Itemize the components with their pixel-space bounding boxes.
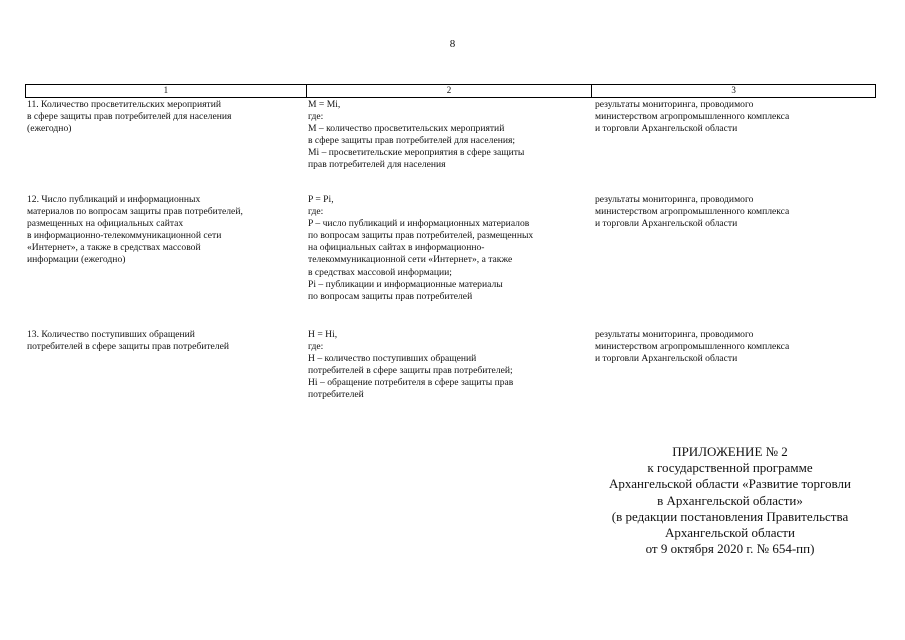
text-line: министерством агропромышленного комплекса <box>595 206 790 218</box>
indicator-name-cell <box>25 99 306 172</box>
text-line: P – число публикаций и информационных материалов <box>308 218 530 230</box>
text-line: результаты мониторинга, проводимого <box>595 194 754 205</box>
text-line: по вопросам защиты прав потребителей, размещенных <box>308 230 534 242</box>
text-line: «Интернет», а также в средствах массовой <box>27 242 201 254</box>
text-line: в сфере защиты прав потребителей для населения; <box>308 135 516 147</box>
indicator-name-cell <box>25 329 306 402</box>
column-header-3: 3 <box>591 85 876 97</box>
text-line: потребителей в сфере защиты прав потребителей <box>27 341 229 353</box>
appendix-heading <box>580 444 880 557</box>
source-cell <box>592 329 876 402</box>
text-line: где: <box>308 341 324 353</box>
appendix-line: в Архангельской области» <box>657 492 803 508</box>
formula-cell <box>306 329 592 402</box>
text-line: где: <box>308 206 324 218</box>
column-header-1: 1 <box>25 85 306 97</box>
text-line: Hi – обращение потребителя в сфере защиты прав <box>308 377 514 389</box>
text-line: в информационно-телекоммуникационной сети <box>27 230 222 242</box>
text-line: материалов по вопросам защиты прав потребителей, <box>27 206 243 218</box>
appendix-line: (в редакции постановления Правительства <box>611 508 849 524</box>
text-line: М – количество просветительских мероприятий <box>308 123 505 135</box>
text-line: Мi – просветительские мероприятия в сфере защиты <box>308 147 525 159</box>
text-line: потребителей <box>308 389 364 401</box>
table-row <box>25 99 876 172</box>
indicator-table <box>25 84 876 401</box>
formula-cell <box>306 99 592 172</box>
table-row <box>25 329 876 402</box>
appendix-line: Архангельской области <box>665 525 795 541</box>
text-line: H = Hi, <box>308 329 338 340</box>
text-line: и торговли Архангельской области <box>595 123 738 135</box>
text-line: результаты мониторинга, проводимого <box>595 329 754 340</box>
appendix-title: ПРИЛОЖЕНИЕ № 2 <box>672 444 788 459</box>
text-line: (ежегодно) <box>27 123 72 135</box>
text-line: в средствах массовой информации; <box>308 266 452 278</box>
text-line: Pi – публикации и информационные материалы <box>308 278 503 290</box>
text-line: 13. Количество поступивших обращений <box>27 329 195 340</box>
table-row <box>25 194 876 303</box>
text-line: по вопросам защиты прав потребителей <box>308 290 473 302</box>
page-number: 8 <box>449 38 456 50</box>
text-line: министерством агропромышленного комплекса <box>595 341 790 353</box>
text-line: результаты мониторинга, проводимого <box>595 99 754 110</box>
column-header-2: 2 <box>306 85 592 97</box>
text-line: потребителей в сфере защиты прав потребителей; <box>308 365 513 377</box>
table-header-row <box>25 84 876 98</box>
source-cell <box>592 194 876 303</box>
appendix-line: к государственной программе <box>647 460 813 476</box>
source-cell <box>592 99 876 172</box>
text-line: где: <box>308 111 324 123</box>
text-line: и торговли Архангельской области <box>595 353 738 365</box>
text-line: на официальных сайтах в информационно- <box>308 242 485 254</box>
indicator-name-cell <box>25 194 306 303</box>
text-line: размещенных на официальных сайтах <box>27 218 184 230</box>
text-line: 12. Число публикаций и информационных <box>27 194 201 205</box>
text-line: H – количество поступивших обращений <box>308 353 477 365</box>
formula-cell <box>306 194 592 303</box>
text-line: P = Pi, <box>308 194 334 205</box>
appendix-line: Архангельской области «Развитие торговли <box>609 476 851 492</box>
text-line: информации (ежегодно) <box>27 254 126 266</box>
text-line: М = Мi, <box>308 99 341 110</box>
text-line: телекоммуникационной сети «Интернет», а также <box>308 254 513 266</box>
text-line: 11. Количество просветительских мероприятий <box>27 99 221 110</box>
appendix-line: от 9 октября 2020 г. № 654-пп) <box>645 541 815 557</box>
text-line: и торговли Архангельской области <box>595 218 738 230</box>
text-line: министерством агропромышленного комплекса <box>595 111 790 123</box>
text-line: прав потребителей для населения <box>308 159 446 171</box>
text-line: в сфере защиты прав потребителей для населения <box>27 111 232 123</box>
